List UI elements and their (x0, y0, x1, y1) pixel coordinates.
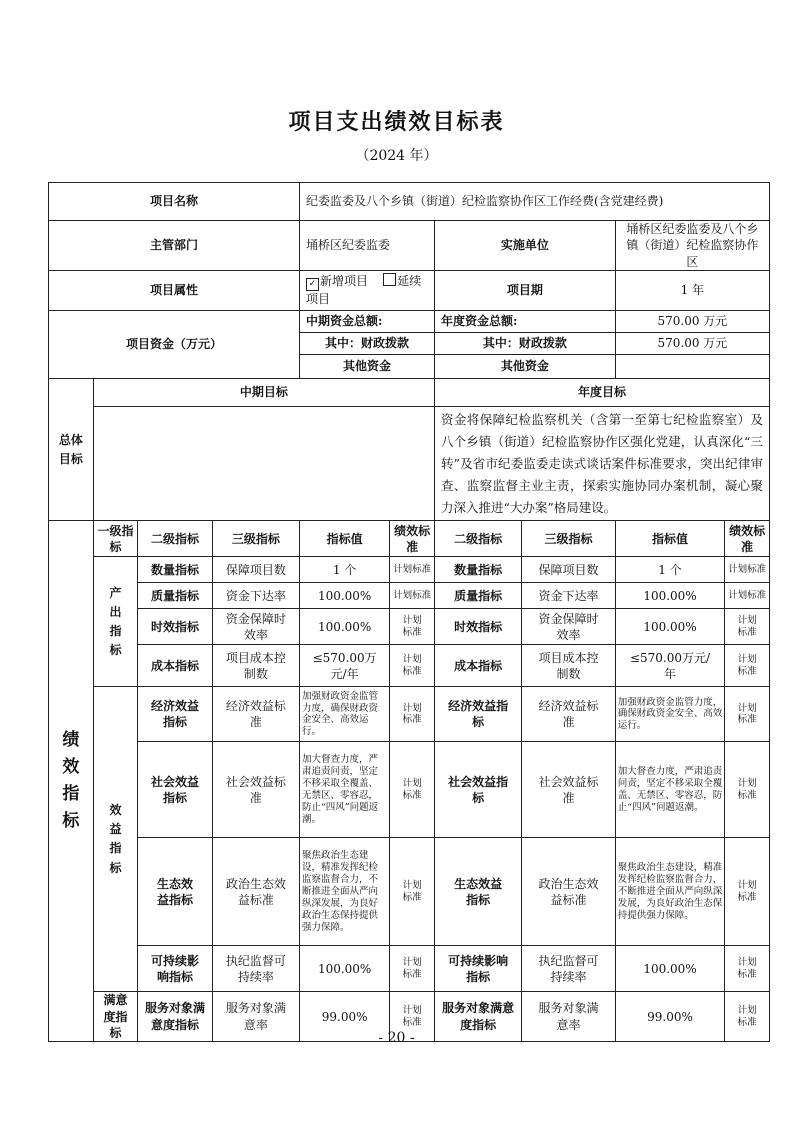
std-left: 计划标准 (390, 557, 435, 583)
std-left: 计划标准 (390, 838, 435, 946)
value-left: 加强财政资金监管力度，确保财政资金安全、高效运行。 (299, 687, 389, 742)
l2-right: 质量指标 (434, 583, 521, 609)
header-level2-right: 二级指标 (434, 521, 521, 557)
dept-label: 主管部门 (49, 221, 300, 271)
value-right: 加强财政资金监管力度，确保财政资金安全、高效运行。 (615, 687, 725, 742)
header-value-right: 指标值 (615, 521, 725, 557)
value-right: 1 个 (615, 557, 725, 583)
l2-left: 社会效益指标 (138, 742, 212, 838)
l2-left: 可持续影响指标 (138, 946, 212, 992)
std-left: 计划标准 (390, 609, 435, 645)
header-standard-right: 绩效标准 (725, 521, 770, 557)
std-right: 计划标准 (725, 992, 770, 1042)
l3-left: 政治生态效益标准 (212, 838, 299, 946)
attr-label: 项目属性 (49, 271, 300, 311)
l3-left: 执纪监督可持续率 (212, 946, 299, 992)
std-right: 计划标准 (725, 838, 770, 946)
performance-table (48, 182, 770, 1042)
value-right: 聚焦政治生态建设，精准发挥纪检监察监督合力，不断推进全面从严向纵深发展，为良好政治生态保持提供强力保障。 (615, 838, 725, 946)
value-right: ≤570.00万元/年 (615, 645, 725, 687)
l3-right: 执纪监督可持续率 (522, 946, 616, 992)
l3-left: 社会效益标准 (212, 742, 299, 838)
l3-right: 服务对象满意率 (522, 992, 616, 1042)
dept-value: 埇桥区纪委监委 (299, 221, 434, 271)
value-right: 100.00% (615, 609, 725, 645)
std-right: 计划标准 (725, 557, 770, 583)
l2-right: 时效指标 (434, 609, 521, 645)
value-left: 加大督查力度，严肃追责问责，坚定不移采取全覆盖、无禁区、零容忍，防止“四风”问题返潮。 (299, 742, 389, 838)
table-row (49, 742, 770, 838)
l3-right: 政治生态效益标准 (522, 838, 616, 946)
l3-left: 项目成本控制数 (212, 645, 299, 687)
table-row (49, 838, 770, 946)
l2-right: 可持续影响指标 (434, 946, 521, 992)
header-level1: 一级指标 (93, 521, 138, 557)
year-total-label: 年度资金总额: (434, 311, 615, 333)
fin-year-value: 570.00 万元 (615, 333, 769, 355)
other-label-year: 其他资金 (434, 355, 615, 379)
table-row (49, 583, 770, 609)
std-left: 计划标准 (390, 992, 435, 1042)
l3-right: 经济效益标准 (522, 687, 616, 742)
value-left: 100.00% (299, 583, 389, 609)
year-subtitle: （2024 年） (355, 148, 438, 164)
value-left: ≤570.00万元/年 (299, 645, 389, 687)
l2-left: 质量指标 (138, 583, 212, 609)
value-left: 聚焦政治生态建设，精准发挥纪检监察监督合力，不断推进全面从严向纵深发展，为良好政治生态保持提供强力保障。 (299, 838, 389, 946)
header-standard-left: 绩效标准 (390, 521, 435, 557)
l3-left: 资金保障时效率 (212, 609, 299, 645)
std-left: 计划标准 (390, 946, 435, 992)
l2-right: 生态效益指标 (434, 838, 521, 946)
year-total-value: 570.00 万元 (615, 311, 769, 333)
impl-label: 实施单位 (434, 221, 615, 271)
l2-right: 社会效益指标 (434, 742, 521, 838)
new-project-label: 新增项目 (319, 274, 368, 289)
l2-right: 数量指标 (434, 557, 521, 583)
fin-label-mid: 其中：财政拨款 (299, 333, 434, 355)
continuing-project-checkbox[interactable] (383, 273, 396, 286)
mid-total-label: 中期资金总额: (299, 311, 434, 333)
std-right: 计划标准 (725, 687, 770, 742)
l3-right: 项目成本控制数 (522, 645, 616, 687)
table-row (49, 687, 770, 742)
mid-goal-text (93, 407, 434, 521)
effect-label: 效益指标 (93, 687, 138, 992)
table-row (49, 946, 770, 992)
other-label-mid: 其他资金 (299, 355, 434, 379)
other-year-value (615, 355, 769, 379)
value-left: 100.00% (299, 609, 389, 645)
value-left: 1 个 (299, 557, 389, 583)
table-row (49, 645, 770, 687)
l3-left: 保障项目数 (212, 557, 299, 583)
l2-left: 数量指标 (138, 557, 212, 583)
page-number: - 20 - (378, 1030, 415, 1046)
std-right: 计划标准 (725, 742, 770, 838)
l3-left: 经济效益标准 (212, 687, 299, 742)
std-left: 计划标准 (390, 583, 435, 609)
new-project-checkbox[interactable]: ✓ (306, 278, 319, 291)
value-right: 100.00% (615, 583, 725, 609)
period-value: 1 年 (615, 271, 769, 311)
mid-goal-header: 中期目标 (93, 379, 434, 407)
l3-right: 资金保障时效率 (522, 609, 616, 645)
year-goal-text: 资金将保障纪检监察机关（含第一至第七纪检监察室）及八个乡镇（街道）纪检监察协作区强化党建，认真深化“三转”及省市纪委监委走读式谈话案件标准要求，突出纪律审查、监察监督主业主责，探索实施协同办案机制，凝心聚力深入推进“大办案”格局建设。 (434, 407, 769, 521)
output-label: 产出指标 (93, 557, 138, 687)
project-name-label: 项目名称 (49, 183, 300, 221)
funds-label: 项目资金（万元） (49, 311, 300, 379)
std-right: 计划标准 (725, 946, 770, 992)
std-left: 计划标准 (390, 742, 435, 838)
header-level2-left: 二级指标 (138, 521, 212, 557)
value-right: 加大督查力度，严肃追责问责，坚定不移采取全覆盖、无禁区、零容忍，防止“四风”问题返潮。 (615, 742, 725, 838)
l3-right: 资金下达率 (522, 583, 616, 609)
l3-left: 服务对象满意率 (212, 992, 299, 1042)
year-goal-header: 年度目标 (434, 379, 769, 407)
std-left: 计划标准 (390, 645, 435, 687)
header-value-left: 指标值 (299, 521, 389, 557)
value-left: 100.00% (299, 946, 389, 992)
l2-left: 经济效益指标 (138, 687, 212, 742)
l2-left: 生态效益指标 (138, 838, 212, 946)
l2-right: 成本指标 (434, 645, 521, 687)
table-row (49, 557, 770, 583)
std-right: 计划标准 (725, 609, 770, 645)
l3-left: 资金下达率 (212, 583, 299, 609)
l2-left: 成本指标 (138, 645, 212, 687)
period-label: 项目期 (434, 271, 615, 311)
std-right: 计划标准 (725, 645, 770, 687)
fin-label-year: 其中：财政拨款 (434, 333, 615, 355)
l2-right: 经济效益指标 (434, 687, 521, 742)
continuing-project-label: 延续项目 (305, 274, 422, 307)
header-level3-right: 三级指标 (522, 521, 616, 557)
goals-section-label: 总体目标 (49, 379, 94, 521)
attr-options (299, 271, 434, 311)
l2-left: 时效指标 (138, 609, 212, 645)
l2-right: 服务对象满意度指标 (434, 992, 521, 1042)
project-name-value: 纪委监委及八个乡镇（街道）纪检监察协作区工作经费(含党建经费) (299, 183, 769, 221)
table-row (49, 609, 770, 645)
std-left: 计划标准 (390, 687, 435, 742)
value-right: 100.00% (615, 946, 725, 992)
std-right: 计划标准 (725, 583, 770, 609)
l3-right: 社会效益标准 (522, 742, 616, 838)
value-right: 99.00% (615, 992, 725, 1042)
value-left: 99.00% (299, 992, 389, 1042)
kpi-section-label: 绩效指标 (49, 521, 94, 1042)
l2-left: 服务对象满意度指标 (138, 992, 212, 1042)
impl-value: 埇桥区纪委监委及八个乡镇（街道）纪检监察协作区 (615, 221, 769, 271)
header-level3-left: 三级指标 (212, 521, 299, 557)
satisfaction-label: 满意度指标 (93, 992, 138, 1042)
page-title: 项目支出绩效目标表 (288, 109, 505, 135)
l3-right: 保障项目数 (522, 557, 616, 583)
